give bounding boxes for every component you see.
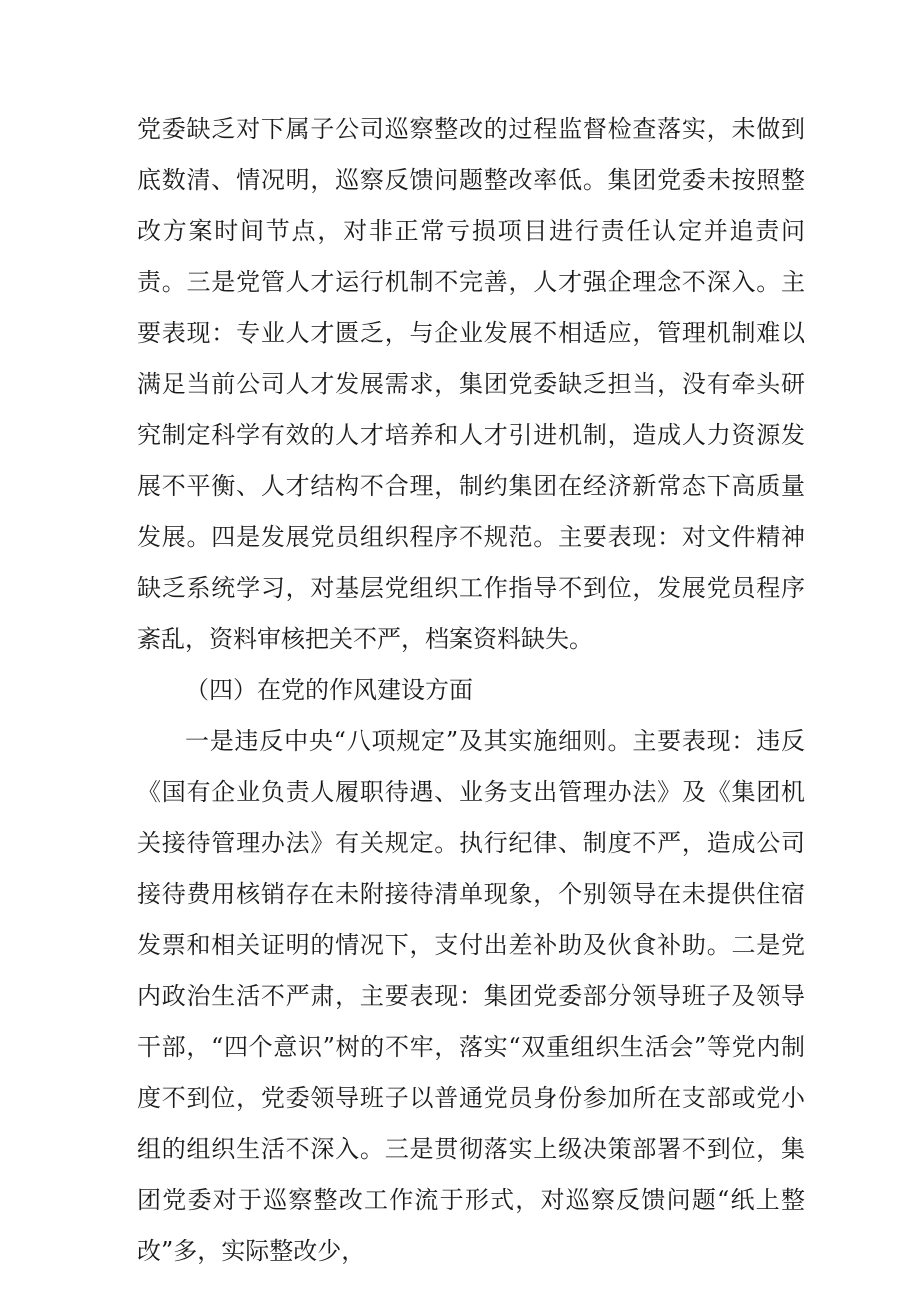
document-body (137, 104, 805, 1277)
body-paragraph-eight-regulations: 一是违反中央“八项规定”及其实施细则。主要表现：违反《国有企业负责人履职待遇、业务支出管理办法》及《集团机关接待管理办法》有关规定。执行纪律、制度不严，造成公司接待费用核销存在未附接待清单现象，个别领导在未提供住宿发票和相关证明的情况下，支付出差补助及伙食补助。二是党内政治生活不严肃，主要表现：集团党委部分领导班子及领导干部，“四个意识”树的不牢，落实“双重组织生活会”等党内制度不到位，党委领导班子以普通党员身份参加所在支部或党小组的组织生活不深入。三是贯彻落实上级决策部署不到位，集团党委对于巡察整改工作流于形式，对巡察反馈问题“纸上整改”多，实际整改少， (137, 727, 805, 1265)
body-paragraph-party-talent-management: 党委缺乏对下属子公司巡察整改的过程监督检查落实，未做到底数清、情况明，巡察反馈问题整改率低。集团党委未按照整改方案时间节点，对非正常亏损项目进行责任认定并追责问责。三是党管人才运行机制不完善，人才强企理念不深入。主要表现：专业人才匮乏，与企业发展不相适应，管理机制难以满足当前公司人才发展需求，集团党委缺乏担当，没有牵头研究制定科学有效的人才培养和人才引进机制，造成人力资源发展不平衡、人才结构不合理，制约集团在经济新常态下高质量发展。四是发展党员组织程序不规范。主要表现：对文件精神缺乏系统学习，对基层党组织工作指导不到位，发展党员程序紊乱，资料审核把关不严，档案资料缺失。 (137, 115, 805, 653)
section-heading-work-style: （四）在党的作风建设方面 (185, 676, 473, 704)
